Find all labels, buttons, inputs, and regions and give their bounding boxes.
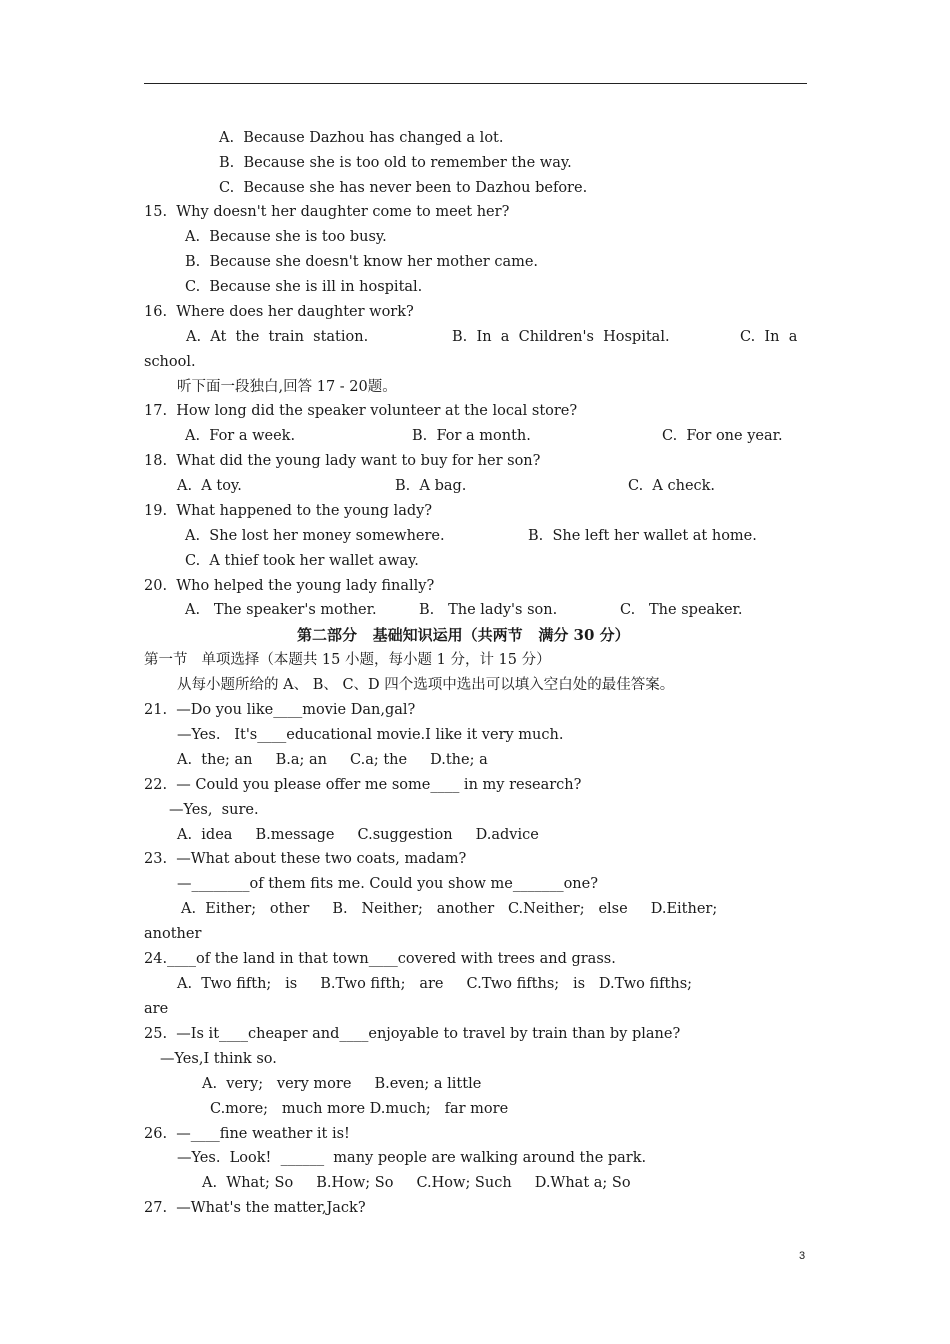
q20-option-c: C. The speaker.: [620, 602, 743, 618]
q20-option-b: B. The lady's son.: [419, 602, 558, 618]
q24-options: A. Two fifth; is B.Two fifth; are C.Two fifths; is D.Two fifths;: [177, 976, 693, 992]
q19-option-c: C. A thief took her wallet away.: [185, 553, 419, 569]
question-24: 24.____of the land in that town____covered with trees and grass.: [144, 951, 616, 967]
header-rule: [144, 83, 807, 84]
q25-options-cd: C.more; much more D.much; far more: [210, 1101, 509, 1117]
question-18: 18. What did the young lady want to buy for her son?: [144, 453, 541, 469]
q25-options-ab: A. very; very more B.even; a little: [202, 1076, 482, 1092]
q19-option-b: B. She left her wallet at home.: [528, 528, 757, 544]
q17-option-a: A. For a week.: [185, 428, 296, 444]
question-20: 20. Who helped the young lady finally?: [144, 578, 435, 594]
q26-dialogue-b: —Yes. Look! ______ many people are walking around the park.: [177, 1150, 647, 1166]
question-23: 23. —What about these two coats, madam?: [144, 851, 467, 867]
q23-options-cont: another: [144, 926, 202, 942]
question-16: 16. Where does her daughter work?: [144, 304, 414, 320]
q16-option-c-cont: school.: [144, 354, 196, 370]
q16-option-b: B. In a Children's Hospital.: [452, 329, 670, 345]
page-number: 3: [799, 1250, 806, 1262]
question-26: 26. —____fine weather it is!: [144, 1126, 350, 1142]
q23-dialogue-b: —________of them fits me. Could you show me_______one?: [177, 876, 599, 892]
question-17: 17. How long did the speaker volunteer at the local store?: [144, 403, 578, 419]
q21-options: A. the; an B.a; an C.a; the D.the; a: [177, 752, 488, 768]
q18-option-c: C. A check.: [628, 478, 716, 494]
section-one-instruction: 从每小题所给的 A、 B、 C、D 四个选项中选出可以填入空白处的最佳答案。: [177, 677, 675, 693]
q14-option-c: C. Because she has never been to Dazhou before.: [219, 180, 588, 196]
q23-options: A. Either; other B. Neither; another C.Neither; else D.Either;: [181, 901, 718, 917]
question-21: 21. —Do you like____movie Dan,gal?: [144, 702, 416, 718]
question-22: 22. — Could you please offer me some____ in my research?: [144, 777, 582, 793]
q17-option-b: B. For a month.: [412, 428, 531, 444]
q18-option-a: A. A toy.: [177, 478, 242, 494]
q14-option-a: A. Because Dazhou has changed a lot.: [219, 130, 504, 146]
part-two-heading: 第二部分 基础知识运用（共两节 满分 30 分）: [297, 626, 630, 644]
q15-option-a: A. Because she is too busy.: [185, 229, 387, 245]
q22-options: A. idea B.message C.suggestion D.advice: [177, 827, 539, 843]
section-one-heading: 第一节 单项选择（本题共 15 小题，每小题 1 分，计 15 分）: [144, 652, 551, 668]
question-27: 27. —What's the matter,Jack?: [144, 1200, 366, 1216]
listening-instruction: 听下面一段独白,回答 17 - 20题。: [177, 379, 397, 395]
q14-option-b: B. Because she is too old to remember the way.: [219, 155, 572, 171]
q24-options-cont: are: [144, 1001, 169, 1017]
q22-dialogue-b: —Yes, sure.: [169, 802, 259, 818]
q25-dialogue-b: —Yes,I think so.: [160, 1051, 277, 1067]
question-25: 25. —Is it____cheaper and____enjoyable to travel by train than by plane?: [144, 1026, 681, 1042]
q15-option-b: B. Because she doesn't know her mother came.: [185, 254, 539, 270]
question-19: 19. What happened to the young lady?: [144, 503, 433, 519]
q21-dialogue-b: —Yes. It's____educational movie.I like it very much.: [177, 727, 564, 743]
q26-options: A. What; So B.How; So C.How; Such D.What a; So: [202, 1175, 631, 1191]
q17-option-c: C. For one year.: [662, 428, 783, 444]
q16-option-a: A. At the train station.: [186, 329, 369, 345]
q20-option-a: A. The speaker's mother.: [185, 602, 377, 618]
question-15: 15. Why doesn't her daughter come to meet her?: [144, 204, 510, 220]
q15-option-c: C. Because she is ill in hospital.: [185, 279, 423, 295]
q18-option-b: B. A bag.: [395, 478, 467, 494]
q19-option-a: A. She lost her money somewhere.: [185, 528, 445, 544]
q16-option-c: C. In a: [740, 329, 798, 345]
